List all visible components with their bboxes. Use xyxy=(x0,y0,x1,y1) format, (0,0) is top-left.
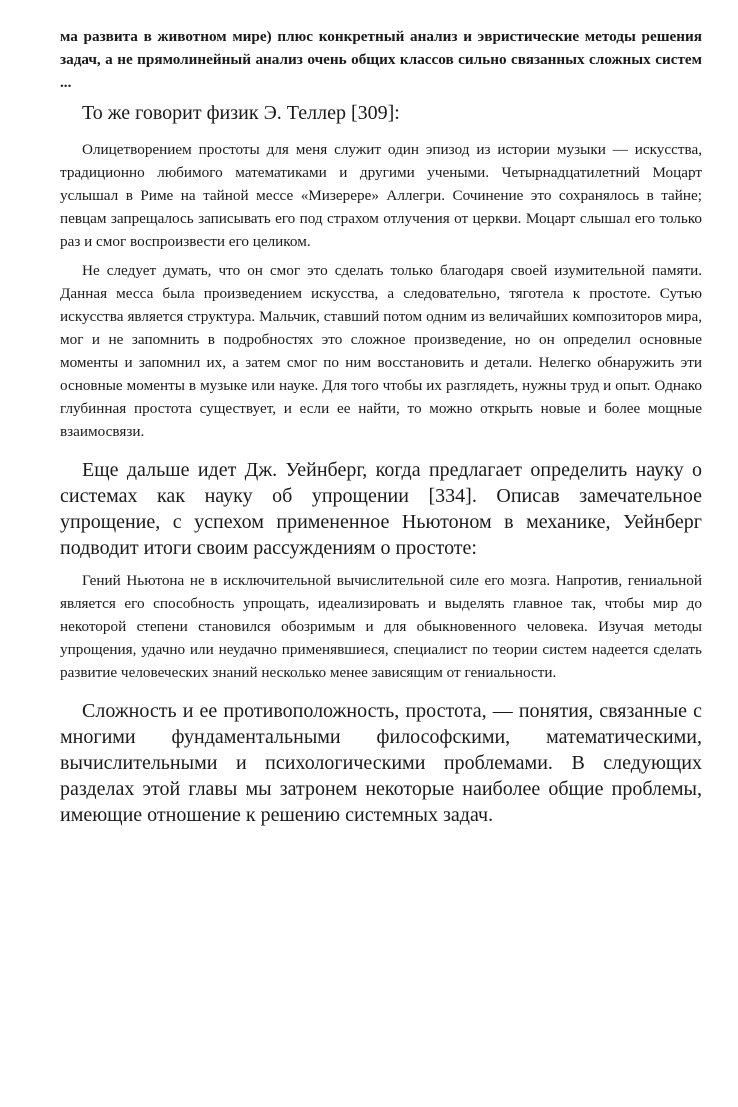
teller-quote-paragraph-1: Олицетворением простоты для меня служит один эпизод из истории музыки — искусства, традиционно любимого математиками и другими учеными. Четырнадцатилетний Моцарт услышал в Риме на тайной мессе «Мизерере» Аллегри. Сочинение это сохранялось в тайне; певцам запрещалось записывать его под страхом отлучения от церкви. Моцарт слышал его только раз и смог воспроизвести его целиком. xyxy=(60,141,702,250)
weinberg-quote-paragraph: Гений Ньютона не в исключительной вычислительной силе его мозга. Напротив, гениальной является его способность упрощать, идеализировать и выделять главное так, чтобы мир до некоторой степени становился обозримым и для обыкновенного человека. Изучая методы упрощения, удачно или неудачно применявшиеся, специалист по теории систем надеется сделать развитие человеческих знаний несколько менее зависящим от гениальности. xyxy=(60,572,702,681)
conclusion-paragraph: Сложность и ее противоположность, простота, — понятия, связанные с многими фундаментальными философскими, математическими, вычислительными и психологическими проблемами. В следующих разделах этой главы мы затронем некоторые наиболее общие проблемы, имеющие отношение к решению системных задач. xyxy=(60,700,702,826)
page-content xyxy=(60,25,702,828)
top-fragment-paragraph: ма развита в животном мире) плюс конкретный анализ и эвристические методы решения задач, а не прямолинейный анализ очень общих классов сильно связанных сложных систем ... xyxy=(60,28,702,91)
teller-quote-paragraph-2: Не следует думать, что он смог это сделать только благодаря своей изумительной памяти. Данная месса была произведением искусства, а следовательно, тяготела к простоте. Сутью искусства является структура. Мальчик, ставший потом одним из величайших композиторов мира, мог и не запомнить в подробностях это сложное произведение, но он определил основные моменты и запомнил их, а затем смог по ним восстановить и детали. Нелегко обнаружить эти основные моменты в музыке или науке. Для того чтобы их разглядеть, нужны труд и опыт. Однако глубинная простота существует, и если ее найти, то можно открыть новые и более мощные взаимосвязи. xyxy=(60,262,702,440)
weinberg-intro-paragraph: Еще дальше идет Дж. Уейнберг, когда предлагает определить науку о системах как науку об упрощении [334]. Описав замечательное упрощение, с успехом примененное Ньютоном в механике, Уейнберг подводит итоги своим рассуждениям о простоте: xyxy=(60,459,702,559)
teller-intro-paragraph: То же говорит физик Э. Теллер [309]: xyxy=(82,102,400,124)
